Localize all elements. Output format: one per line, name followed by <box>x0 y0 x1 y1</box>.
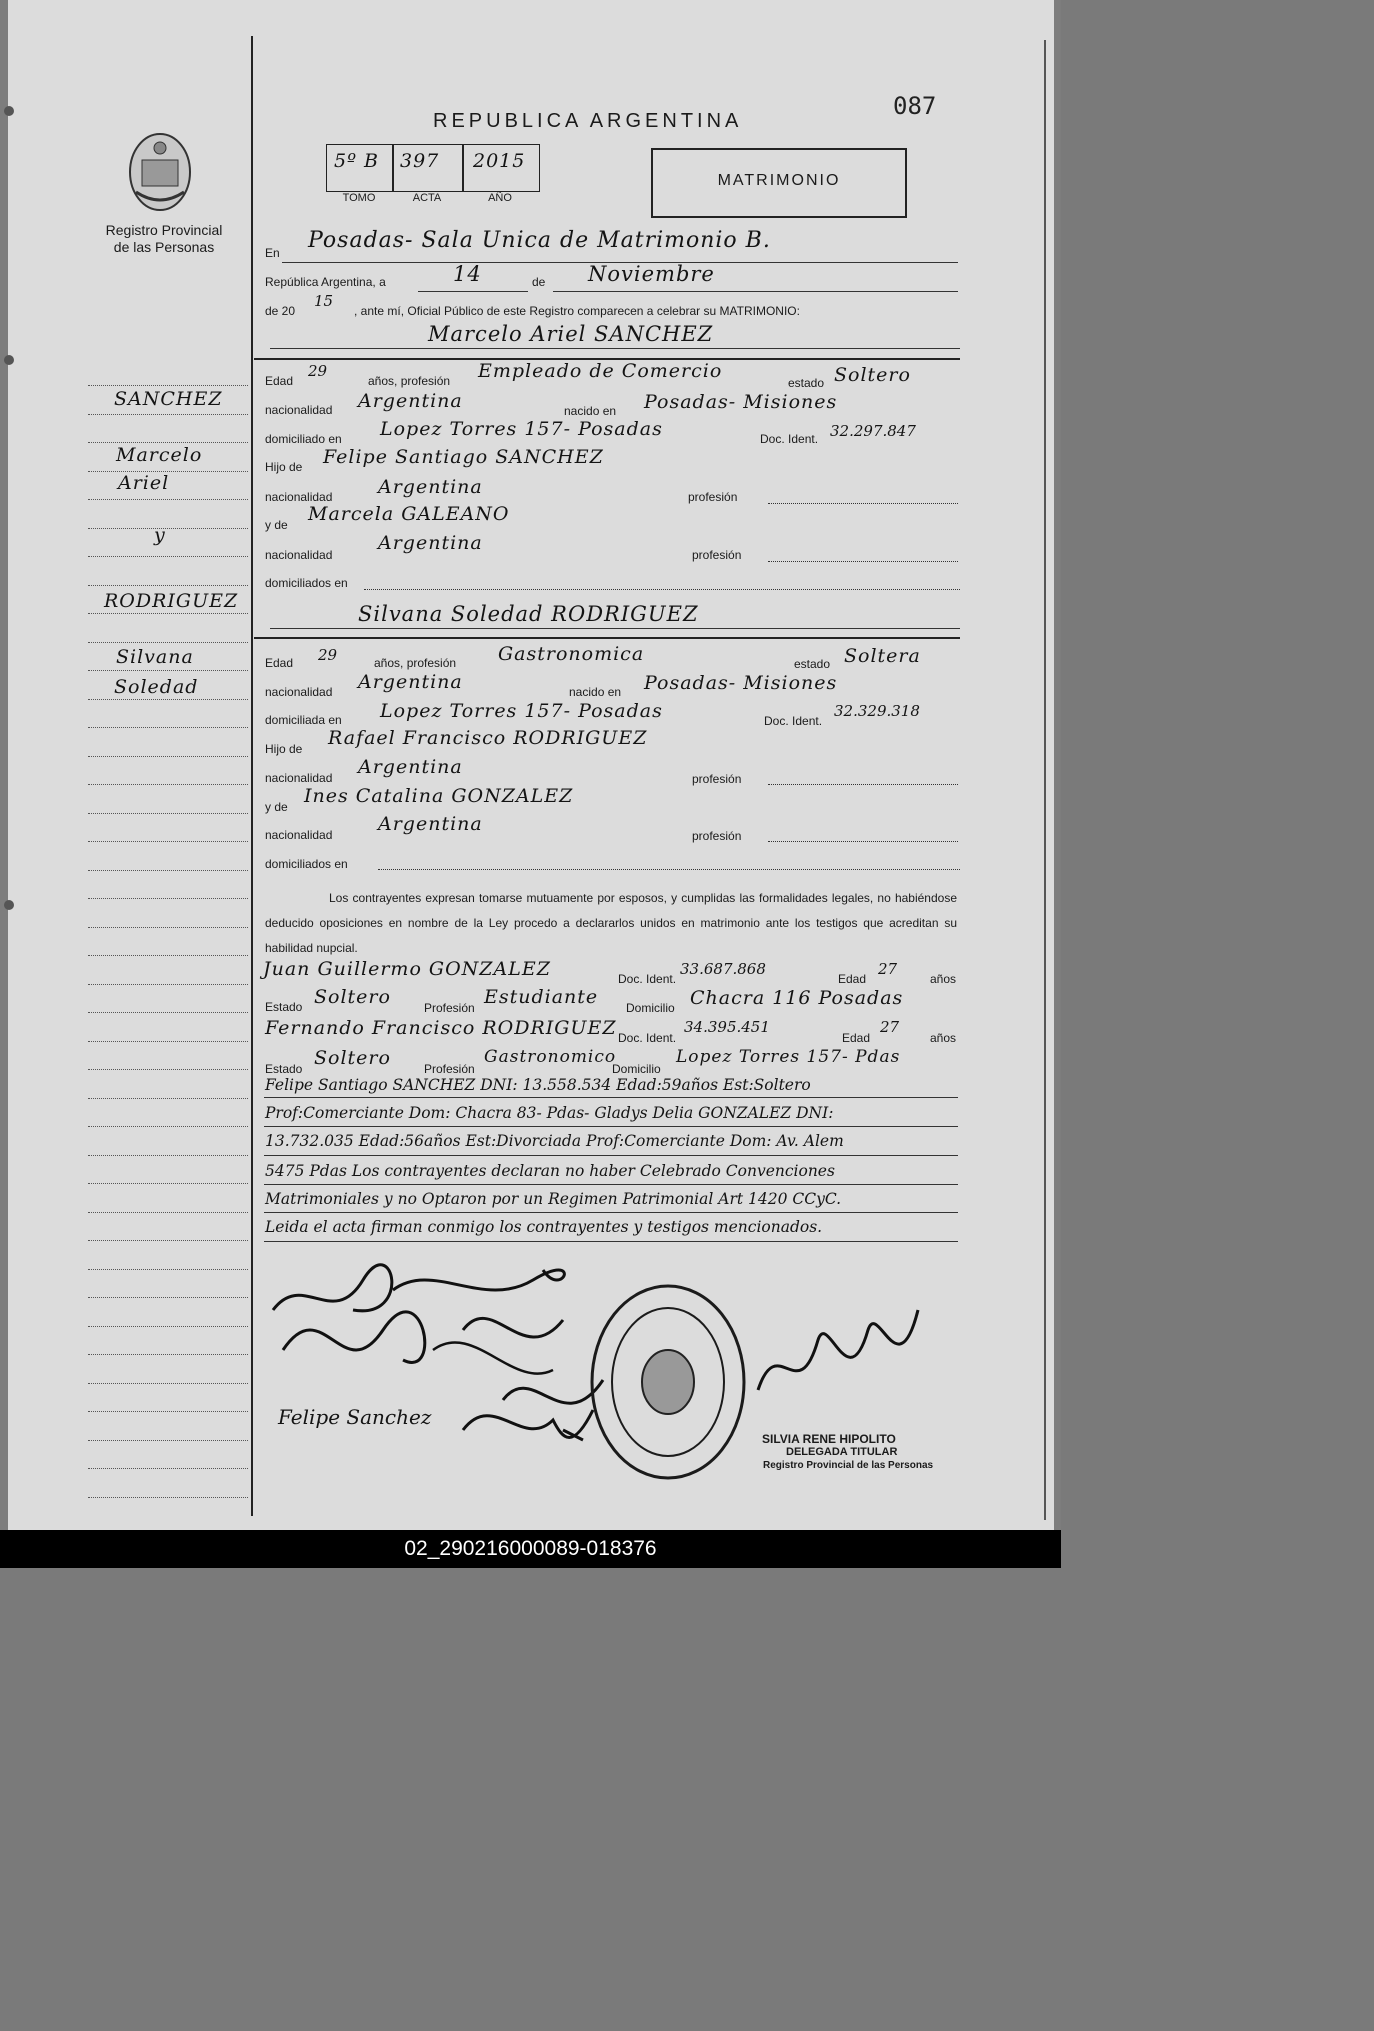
note-line-5: Matrimoniales y no Optaron por un Regimen Patrimonial Art 1420 CCyC. <box>265 1190 842 1208</box>
margin-rule-line <box>88 414 248 415</box>
margin-rule-line <box>88 1326 248 1327</box>
label-anos-w2: años <box>930 1031 957 1045</box>
rule-4 <box>264 1184 958 1185</box>
margin-rule-line <box>88 499 248 500</box>
label-nac-bm: nacionalidad <box>265 828 333 842</box>
tomo-label: TOMO <box>342 192 376 204</box>
margin-rule-line <box>88 955 248 956</box>
witness1-address: Chacra 116 Posadas <box>690 987 904 1009</box>
label-edad-groom: Edad <box>265 374 294 388</box>
margin-rule-line <box>88 670 248 671</box>
label-estado-w2: Estado <box>265 1062 303 1076</box>
margin-name-2: Silvana <box>116 646 194 668</box>
groom-father: Felipe Santiago SANCHEZ <box>323 446 604 468</box>
rule-2 <box>264 1126 958 1127</box>
margin-rule-line <box>88 727 248 728</box>
margin-rule-line <box>88 841 248 842</box>
groom-name: Marcelo Ariel SANCHEZ <box>428 322 714 346</box>
witness2-status: Soltero <box>314 1047 391 1069</box>
note-line-4: 5475 Pdas Los contrayentes declaran no haber Celebrado Convenciones <box>265 1162 835 1180</box>
note-line-2: Prof:Comerciante Dom: Chacra 83- Pdas- Gladys Delia GONZALEZ DNI: <box>265 1104 834 1122</box>
bride-mother: Ines Catalina GONZALEZ <box>304 785 574 807</box>
label-prof-bf: profesión <box>692 772 742 786</box>
witness2-age: 27 <box>880 1018 900 1036</box>
year-suffix: 15 <box>314 292 334 310</box>
groom-birthplace: Posadas- Misiones <box>644 391 838 413</box>
witness1-profession: Estudiante <box>484 986 599 1008</box>
right-border <box>1044 40 1046 1520</box>
label-year-intro: de 20 <box>265 304 296 318</box>
line-month <box>553 291 958 292</box>
margin-rule-line <box>88 813 248 814</box>
margin-rule-line <box>88 1240 248 1241</box>
officer-name: SILVIA RENE HIPOLITO <box>762 1432 896 1446</box>
label-prof-bm: profesión <box>692 829 742 843</box>
margin-rule-line <box>88 1212 248 1213</box>
witness2-profession: Gastronomico <box>484 1047 617 1067</box>
margin-rule-line <box>88 870 248 871</box>
margin-rule-line <box>88 1269 248 1270</box>
label-yde-groom: y de <box>265 518 288 532</box>
groom-address: Lopez Torres 157- Posadas <box>380 418 663 440</box>
label-dom-w2: Domicilio <box>612 1062 661 1076</box>
groom-profession: Empleado de Comercio <box>478 360 723 382</box>
margin-rule-line <box>88 1183 248 1184</box>
label-nac-bf: nacionalidad <box>265 771 333 785</box>
binder-hole <box>4 106 14 116</box>
label-prof-gf: profesión <box>688 490 738 504</box>
officer-registry: Registro Provincial de las Personas <box>763 1460 934 1471</box>
officer-title: DELEGADA TITULAR <box>786 1446 898 1458</box>
margin-rule-line <box>88 1497 248 1498</box>
margin-rule-line <box>88 1041 248 1042</box>
line-groom-name <box>270 348 960 349</box>
groom-father-nationality: Argentina <box>378 476 483 498</box>
label-nacido-groom: nacido en <box>564 404 617 418</box>
witness2-doc: 34.395.451 <box>684 1018 770 1036</box>
label-anos-w1: años <box>930 972 957 986</box>
label-hijo-groom: Hijo de <box>265 460 303 474</box>
margin-rule-line <box>88 442 248 443</box>
label-domiciliados-groom: domiciliados en <box>265 576 348 590</box>
margin-rule-line <box>88 1297 248 1298</box>
rule-6 <box>264 1241 958 1242</box>
day-value: 14 <box>453 262 482 286</box>
label-nac-gf: nacionalidad <box>265 490 333 504</box>
ano-label: AÑO <box>488 192 512 204</box>
label-doc-groom: Doc. Ident. <box>760 432 819 446</box>
bride-age: 29 <box>318 646 338 664</box>
officer-signature <box>748 1270 928 1420</box>
margin-rule-line <box>88 556 248 557</box>
label-nac-groom: nacionalidad <box>265 403 333 417</box>
witness1-doc: 33.687.868 <box>680 960 766 978</box>
groom-age: 29 <box>308 362 328 380</box>
margin-rule-line <box>88 784 248 785</box>
label-en: En <box>265 246 280 260</box>
note-line-3: 13.732.035 Edad:56años Est:Divorciada Prof:Comerciante Dom: Av. Alem <box>265 1132 844 1150</box>
label-appear: , ante mí, Oficial Público de este Registro comparecen a celebrar su MATRIMONIO: <box>354 304 800 318</box>
official-stamp <box>588 1282 748 1482</box>
bride-father-nationality: Argentina <box>358 756 463 778</box>
margin-rule-line <box>88 528 248 529</box>
label-dom-groom: domiciliado en <box>265 432 342 446</box>
bride-status: Soltera <box>844 645 921 667</box>
margin-rule-line <box>88 1098 248 1099</box>
file-id: 02_290216000089-018376 <box>404 1537 657 1560</box>
bride-profession: Gastronomica <box>498 643 645 665</box>
bride-father: Rafael Francisco RODRIGUEZ <box>328 727 648 749</box>
margin-rule-line <box>88 1012 248 1013</box>
country-title: REPUBLICA ARGENTINA <box>433 110 743 132</box>
line-gf-prof <box>768 503 958 504</box>
province-emblem <box>126 132 194 214</box>
witness2-address: Lopez Torres 157- Pdas <box>676 1047 901 1067</box>
label-edad-w1: Edad <box>838 972 867 986</box>
groom-nationality: Argentina <box>358 390 463 412</box>
rule-1 <box>264 1097 958 1098</box>
line-bride-name <box>270 628 960 629</box>
document-sheet <box>8 0 1054 1530</box>
groom-status: Soltero <box>834 364 911 386</box>
margin-rule-line <box>88 642 248 643</box>
line-day <box>418 291 528 292</box>
label-dom-bride: domiciliada en <box>265 713 342 727</box>
groom-doc: 32.297.847 <box>830 422 916 440</box>
bride-mother-nationality: Argentina <box>378 813 483 835</box>
margin-name-2b: Soledad <box>114 676 199 698</box>
margin-rule-line <box>88 613 248 614</box>
margin-rule-line <box>88 756 248 757</box>
rule-3 <box>264 1155 958 1156</box>
file-id-bar <box>0 1530 1061 1568</box>
label-nac-bride: nacionalidad <box>265 685 333 699</box>
margin-rule-line <box>88 1468 248 1469</box>
line-gm-prof <box>768 561 958 562</box>
binder-hole <box>4 355 14 365</box>
place-value: Posadas- Sala Unica de Matrimonio B. <box>308 228 771 253</box>
label-prof-w2: Profesión <box>424 1062 475 1076</box>
margin-connector: y <box>154 524 166 546</box>
label-republica: República Argentina, a <box>265 275 386 289</box>
margin-rule-line <box>88 1383 248 1384</box>
label-prof-gm: profesión <box>692 548 742 562</box>
note-line-6: Leida el acta firman conmigo los contrayentes y testigos mencionados. <box>265 1218 823 1236</box>
declaration-paragraph: Los contrayentes expresan tomarse mutuamente por esposos, y cumplidas las formalidades legales, no habiéndose deducido oposiciones en nombre de la Ley procedo a declararlos unidos en matrimonio ante los testigos que acreditan su habilidad nupcial. <box>265 891 957 955</box>
note-line-1: Felipe Santiago SANCHEZ DNI: 13.558.534 Edad:59años Est:Soltero <box>265 1076 811 1094</box>
label-domiciliados-bride: domiciliados en <box>265 857 348 871</box>
acta-label: ACTA <box>412 192 442 204</box>
bride-birthplace: Posadas- Misiones <box>644 672 838 694</box>
margin-rule-line <box>88 1155 248 1156</box>
label-doc-bride: Doc. Ident. <box>764 714 823 728</box>
label-yde-bride: y de <box>265 800 288 814</box>
margin-name-1b: Ariel <box>118 472 170 494</box>
separator-bride <box>254 637 960 639</box>
groom-mother: Marcela GALEANO <box>308 503 510 525</box>
bride-nationality: Argentina <box>358 671 463 693</box>
label-edad-w2: Edad <box>842 1031 871 1045</box>
bride-address: Lopez Torres 157- Posadas <box>380 700 663 722</box>
margin-rule-line <box>88 385 248 386</box>
label-profesion-bride: años, profesión <box>374 656 457 670</box>
margin-surname-2: RODRIGUEZ <box>104 590 239 612</box>
margin-rule-line <box>88 984 248 985</box>
bride-doc: 32.329.318 <box>834 702 920 720</box>
line-bm-prof <box>768 841 958 842</box>
margin-rule-line <box>88 1069 248 1070</box>
act-type: MATRIMONIO <box>717 172 841 189</box>
label-prof-w1: Profesión <box>424 1001 475 1015</box>
label-profesion-groom: años, profesión <box>368 374 451 388</box>
ano-value: 2015 <box>473 150 526 172</box>
witness1-name: Juan Guillermo GONZALEZ <box>263 958 551 980</box>
binder-hole <box>4 900 14 910</box>
witness1-status: Soltero <box>314 986 391 1008</box>
margin-rule-line <box>88 898 248 899</box>
margin-rule-line <box>88 585 248 586</box>
margin-rule-line <box>88 927 248 928</box>
label-doc-w2: Doc. Ident. <box>618 1031 677 1045</box>
label-nac-gm: nacionalidad <box>265 548 333 562</box>
label-estado-w1: Estado <box>265 1000 303 1014</box>
line-groom-parents-dom <box>364 589 960 590</box>
line-bf-prof <box>768 784 958 785</box>
label-edad-bride: Edad <box>265 656 294 670</box>
witness2-name: Fernando Francisco RODRIGUEZ <box>265 1017 617 1039</box>
label-nacido-bride: nacido en <box>569 685 622 699</box>
margin-rule <box>251 36 253 1516</box>
label-doc-w1: Doc. Ident. <box>618 972 677 986</box>
month-value: Noviembre <box>588 262 715 286</box>
margin-rule-line <box>88 699 248 700</box>
groom-mother-nationality: Argentina <box>378 532 483 554</box>
label-hijo-bride: Hijo de <box>265 742 303 756</box>
label-dom-w1: Domicilio <box>626 1001 675 1015</box>
label-estado-bride: estado <box>794 657 831 671</box>
bride-name: Silvana Soledad RODRIGUEZ <box>358 602 699 626</box>
page-number: 087 <box>893 92 937 120</box>
margin-surname-1: SANCHEZ <box>114 388 223 410</box>
signature-felipe: Felipe Sanchez <box>278 1405 432 1429</box>
tomo-value: 5º B <box>334 150 380 172</box>
margin-rule-line <box>88 1411 248 1412</box>
margin-rule-line <box>88 1440 248 1441</box>
margin-rule-line <box>88 1126 248 1127</box>
witness1-age: 27 <box>878 960 898 978</box>
margin-rule-line <box>88 1354 248 1355</box>
rule-5 <box>264 1212 958 1213</box>
registry-name: Registro Provincial de las Personas <box>105 222 223 255</box>
margin-name-1: Marcelo <box>116 444 203 466</box>
label-de-month: de <box>532 275 546 289</box>
line-bride-parents-dom <box>378 869 960 870</box>
acta-value: 397 <box>400 150 440 172</box>
label-estado-groom: estado <box>788 376 825 390</box>
